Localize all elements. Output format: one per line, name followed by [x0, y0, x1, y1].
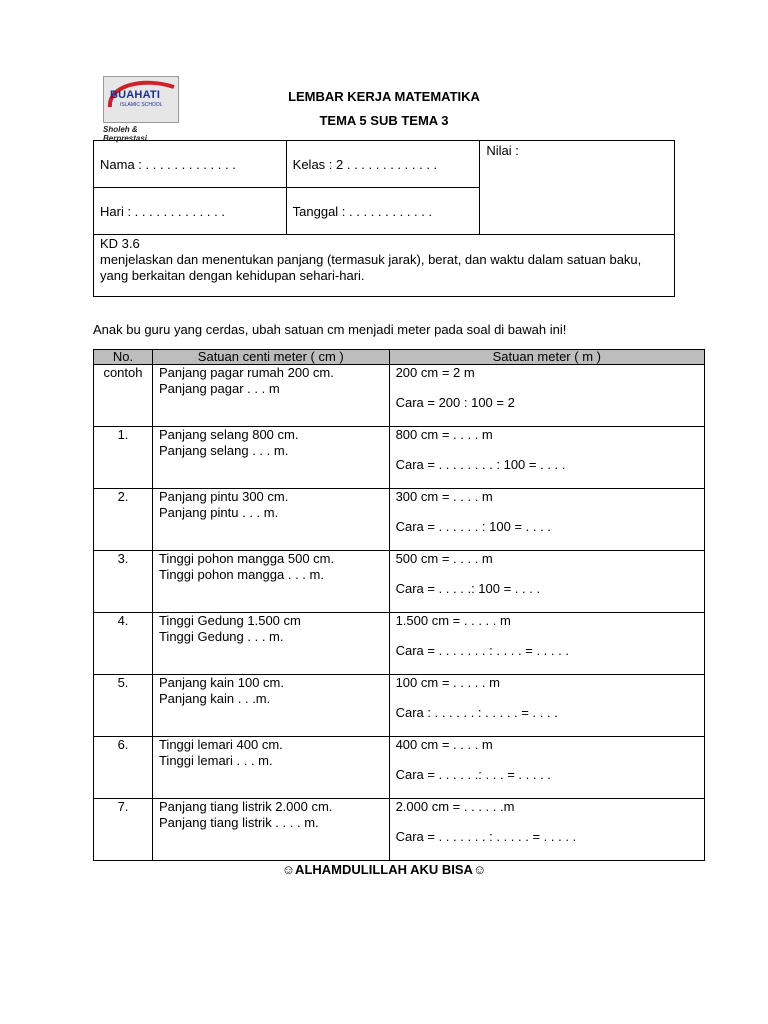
question-line[interactable]: Tinggi pohon mangga . . . m. — [158, 567, 324, 582]
table-row — [94, 551, 705, 613]
table-row — [94, 613, 705, 675]
header-no: No. — [94, 350, 153, 365]
answer-method[interactable]: Cara = . . . . .: 100 = . . . . — [395, 581, 541, 596]
question-cell — [152, 613, 389, 675]
nama-field[interactable]: Nama : . . . . . . . . . . . . . — [94, 141, 287, 188]
question-line: Panjang pintu 300 cm. — [158, 489, 289, 504]
answer-method[interactable]: Cara : . . . . . . : . . . . . = . . . . — [395, 705, 558, 720]
student-info-table — [93, 140, 675, 297]
question-line: Panjang selang 800 cm. — [158, 427, 299, 442]
answer-line[interactable]: 800 cm = . . . . m — [395, 427, 493, 442]
table-row — [94, 737, 705, 799]
question-line[interactable]: Panjang pagar . . . m — [158, 381, 280, 396]
answer-line[interactable]: 400 cm = . . . . m — [395, 737, 493, 752]
row-number: 7. — [94, 799, 153, 861]
answer-method[interactable]: Cara = . . . . . . . : . . . . = . . . . . — [395, 643, 569, 658]
question-line[interactable]: Panjang pintu . . . m. — [158, 505, 279, 520]
answer-method[interactable]: Cara = 200 : 100 = 2 — [395, 395, 515, 410]
question-line: Panjang kain 100 cm. — [158, 675, 284, 690]
nilai-field[interactable]: Nilai : — [480, 141, 675, 235]
tanggal-field[interactable]: Tanggal : . . . . . . . . . . . . — [286, 188, 480, 235]
kelas-field[interactable]: Kelas : 2 . . . . . . . . . . . . . — [286, 141, 480, 188]
answer-line[interactable]: 200 cm = 2 m — [395, 365, 475, 380]
logo-sub: ISLAMIC SCHOOL — [120, 102, 163, 108]
row-number: 6. — [94, 737, 153, 799]
answer-method[interactable]: Cara = . . . . . . : 100 = . . . . — [395, 519, 551, 534]
answer-cell — [389, 551, 704, 613]
logo-brand: BUAHATI — [110, 89, 161, 101]
question-line: Panjang tiang listrik 2.000 cm. — [158, 799, 333, 814]
question-line[interactable]: Panjang selang . . . m. — [158, 443, 289, 458]
answer-line[interactable]: 100 cm = . . . . . m — [395, 675, 500, 690]
question-cell — [152, 675, 389, 737]
answer-cell — [389, 799, 704, 861]
table-row — [94, 427, 705, 489]
table-row — [94, 365, 705, 427]
answer-cell — [389, 489, 704, 551]
answer-method[interactable]: Cara = . . . . . . . . : 100 = . . . . — [395, 457, 566, 472]
answer-cell — [389, 737, 704, 799]
footer-motto: ☺ALHAMDULILLAH AKU BISA☺ — [281, 862, 487, 877]
table-row — [94, 799, 705, 861]
row-number: 4. — [94, 613, 153, 675]
row-number: contoh — [94, 365, 153, 427]
header-cm: Satuan centi meter ( cm ) — [152, 350, 389, 365]
question-line: Panjang pagar rumah 200 cm. — [158, 365, 334, 380]
answer-method[interactable]: Cara = . . . . . . . : . . . . . = . . . . . — [395, 829, 577, 844]
question-line[interactable]: Panjang kain . . .m. — [158, 691, 271, 706]
header-m: Satuan meter ( m ) — [389, 350, 704, 365]
worksheet-subtitle: TEMA 5 SUB TEMA 3 — [319, 113, 449, 128]
row-number: 3. — [94, 551, 153, 613]
question-cell — [152, 799, 389, 861]
question-cell — [152, 737, 389, 799]
answer-line[interactable]: 2.000 cm = . . . . . .m — [395, 799, 515, 814]
question-line[interactable]: Tinggi lemari . . . m. — [158, 753, 273, 768]
row-number: 5. — [94, 675, 153, 737]
table-row — [94, 489, 705, 551]
kd-description: menjelaskan dan menentukan panjang (termasuk jarak), berat, dan waktu dalam satuan baku, yang berkaitan dengan kehidupan sehari-hari. — [100, 252, 642, 283]
question-cell — [152, 365, 389, 427]
hari-field[interactable]: Hari : . . . . . . . . . . . . . — [94, 188, 287, 235]
kd-cell — [94, 235, 675, 297]
question-line: Tinggi lemari 400 cm. — [158, 737, 283, 752]
question-line: Tinggi Gedung 1.500 cm — [158, 613, 301, 628]
answer-line[interactable]: 1.500 cm = . . . . . m — [395, 613, 511, 628]
answer-method[interactable]: Cara = . . . . . .: . . . = . . . . . — [395, 767, 551, 782]
answer-cell — [389, 613, 704, 675]
question-line[interactable]: Panjang tiang listrik . . . . m. — [158, 815, 319, 830]
question-line[interactable]: Tinggi Gedung . . . m. — [158, 629, 284, 644]
instruction-text: Anak bu guru yang cerdas, ubah satuan cm menjadi meter pada soal di bawah ini! — [93, 322, 567, 337]
row-number: 2. — [94, 489, 153, 551]
question-cell — [152, 489, 389, 551]
logo-tagline: Sholeh & Berprestasi — [103, 125, 148, 143]
answer-line[interactable]: 500 cm = . . . . m — [395, 551, 493, 566]
question-line: Tinggi pohon mangga 500 cm. — [158, 551, 335, 566]
answer-cell — [389, 365, 704, 427]
kd-code: KD 3.6 — [100, 236, 140, 251]
question-cell — [152, 551, 389, 613]
question-cell — [152, 427, 389, 489]
row-number: 1. — [94, 427, 153, 489]
conversion-table — [93, 349, 705, 861]
answer-cell — [389, 675, 704, 737]
worksheet-title: LEMBAR KERJA MATEMATIKA — [288, 89, 480, 104]
table-row — [94, 675, 705, 737]
answer-cell — [389, 427, 704, 489]
answer-line[interactable]: 300 cm = . . . . m — [395, 489, 493, 504]
